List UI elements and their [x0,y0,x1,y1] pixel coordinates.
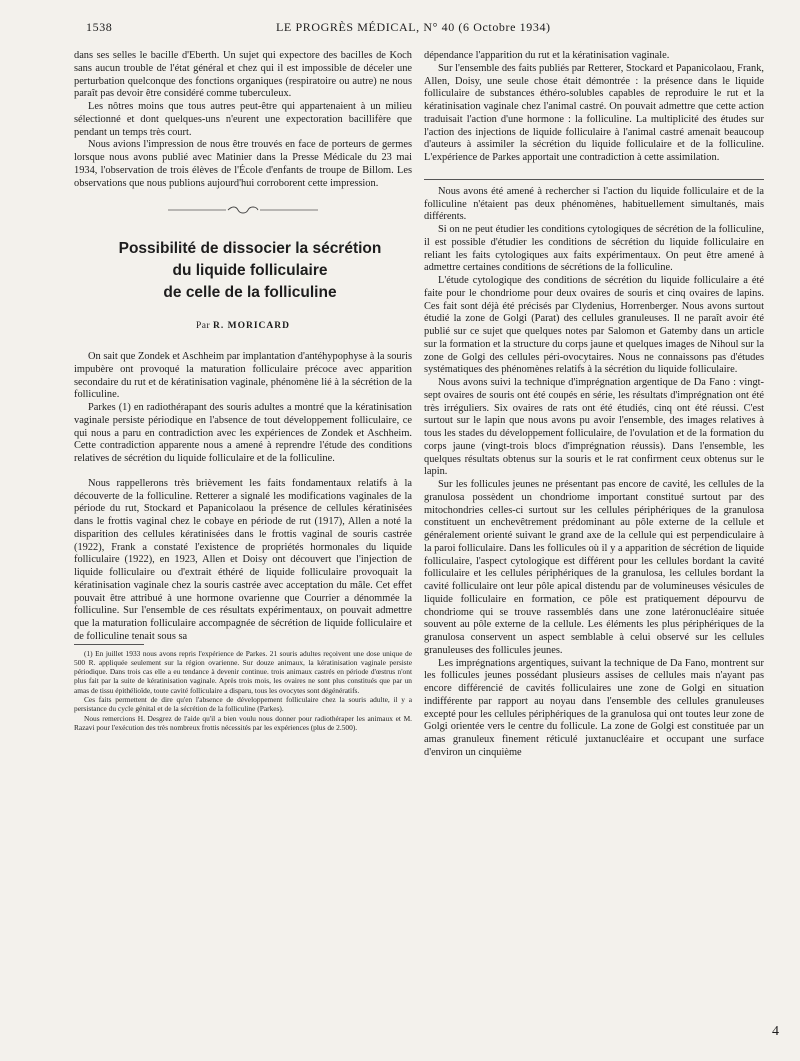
article-paragraph: Nous avons suivi la technique d'imprégnation argentique de Da Fano : vingt-sept ovaires de souris ont été coupés en série, les résultats d'imprégnation ont été très irréguliers. Six ovaires de rats ont été étudiés, cinq ont été réussi. C'est surtout sur le lapin que nous avons pu avoir l'ensemble, des images relatives à tous les stades du développement folliculaire, de l'ovulation et de la formation du corps jaune (vingt-trois blocs d'imprégnation réussis). Dans l'ensemble, les quelques résultats obtenus sur la souris et le rat confirment ceux obtenus sur le lapin. [424,377,764,478]
footnotes [74,649,412,733]
article-paragraph: On sait que Zondek et Aschheim par implantation d'antéhypophyse à la souris impubère ont provoqué la maturation folliculaire précoce avec apparition secondaire du rut et de kératinisation vaginale, phénomène lié à la sécrétion de la folliculine. [74,351,412,401]
byline [74,320,412,333]
footnote-rule [74,644,144,645]
author-name: R. MORICARD [213,321,290,332]
byline-prefix: Par [195,321,211,332]
footnote: (1) En juillet 1933 nous avons repris l'expérience de Parkes. 21 souris adultes reçoivent une dose unique de 500 R. appliquée seulement sur la région ovarienne. Sur douze animaux, la kératinisation vaginale persiste périodique. Dans trois cas elle a eu tendance à devenir continue. trois animaux castrés en période d'œstrus n'ont plus fait par la suite de kératinisation vaginale. Après trois mois, les ovaires ne sont plus constitués que par un amas de tissu épithélioïde, toute cavité folliculaire a disparu, tous les ovocytes sont dégénératifs. [74,648,412,695]
article-paragraph: Si on ne peut étudier les conditions cytologiques de sécrétion de la folliculine, il est possible d'étudier les conditions de sécrétion du liquide folliculaire en reliant les faits cytologiques aux faits expérimentaux. On peut être amené à admettre certaines conditions de sécrétions de la folliculine. [424,224,764,274]
intro-paragraph: dans ses selles le bacille d'Eberth. Un sujet qui expectore des bacilles de Koch sans aucun trouble de l'état général et chez qui il est impossible de déceler une perturbation quelconque des fonctions organiques (respiratoire ou autre) ne nous paraît pas devoir être considéré comme tuberculeux. [74,50,412,100]
article-paragraph: dépendance l'apparition du rut et la kératinisation vaginale. [424,50,670,61]
footnote: Nous remercions H. Desgrez de l'aide qu'il a bien voulu nous donner pour radiothéraper les animaux et M. Razavi pour l'exécution des très nombreux frottis nécessités par les expériences (plus de 2.500). [74,713,412,732]
section-rule [424,179,764,180]
intro-paragraph: Nous avions l'impression de nous être trouvés en face de porteurs de germes lorsque nous avons publié avec Matinier dans la Presse Médicale du 23 mai 1934, l'observation de trois élèves de l'École d'enfants de troupe de Billom. Les observations que nous publions aujourd'hui corroborent cette impression. [74,139,412,189]
article-title-line: Possibilité de dissocier la sécrétion [118,240,382,258]
right-column [424,50,764,760]
footnote: Ces faits permettent de dire qu'en l'absence de développement folliculaire chez la souris adulte, il y a persistance du cycle génital et de la sécrétion de la folliculine (Parkes). [74,694,412,714]
page-header [86,20,766,36]
article-paragraph: Sur les follicules jeunes ne présentant pas encore de cavité, les cellules de la granulosa possèdent un chondriome important constitué surtout par des mitochondries celles-ci surtout sur les cellules périphériques de la granulosa constituent un enchevêtrement prédominant au pôle externe de la cellule et généralement orienté suivant le grand axe de la cellule qui est perpendiculaire à la paroi folliculaire. Dans les follicules où il y a apparition de sécrétion de liquide folliculaire, l'aspect cytologique est différent pour les cellules bordant la cavité folliculaire et les cellules périphériques de la granulosa, les cellules bordant la cavité folliculaire ont leur pôle apical distendu par de volumineuses vésicules de liquide folliculaire en formation, ce pôle est pratiquement dépourvu de chondriome qui se trouve rassemblés dans une zone latéronucléaire située souvent au pôle externe de la cellule. Les éléments les plus périphériques de la granulosa conservent un aspect semblable à celui observé sur les cellules granuleuses des follicules jeunes. [424,479,764,656]
article-paragraph: Nous avons été amené à rechercher si l'action du liquide folliculaire et de la folliculine n'étaient pas deux phénomènes, habituellement simultanés, mais différents. [424,185,764,223]
article-paragraph: Nous rappellerons très brièvement les faits fondamentaux relatifs à la découverte de la folliculine. Retterer a signalé les modifications vaginales de la période du rut, Stockard et Papanicolaou la présence de cellules kératinisées dans le frottis vaginal chez le cobaye en période de rut (1917), Allen a noté la disparition des cellules kératinisées dans le frottis vaginal de souris castrée (1922), Frank a constaté l'existence de propriétés hormonales du liquide folliculaire (1922), en 1923, Allen et Doisy ont découvert que l'injection de liquide folliculaire ou d'extrait éthéré de liquide folliculaire provoquait la kératinisation vaginale chez la souris castrée avec acceptation du mâle. Cet effet pouvait être attribué à une hormone ovarienne que Courrier a dénommée la folliculine. Sur l'ensemble de ces résultats expérimentaux, on pouvait admettre que la maturation folliculaire accompagnée de sécrétion de liquide folliculaire et de folliculine tenait sous sa [74,477,412,642]
article-title-line: de celle de la folliculine [163,284,337,302]
intro-paragraph: Les nôtres moins que tous autres peut-être qui appartenaient à un milieu sélectionné et dont quelques-uns n'eurent une expectoration bacillifère que pendant un temps très court. [74,101,412,138]
article-paragraph: Parkes (1) en radiothérapant des souris adultes a montré que la kératinisation vaginale persiste périodique en l'absence de tout développement folliculaire, ce qui nous a paru en contradiction avec les expériences de Zondek et Aschheim. Cette contradiction apparente nous a amené à reprendre l'étude des conditions relatives de sécrétion du liquide folliculaire et de la folliculine. [74,402,412,464]
article-paragraph: Sur l'ensemble des faits publiés par Retterer, Stockard et Papanicolaou, Frank, Allen, Doisy, une seule chose était démontrée : la présence dans le liquide folliculaire de substances éthéro-solubles capables de reproduire le rut et la kératinisation vaginale chez l'animal castré. On pouvait admettre que cette action traduisait l'action d'une hormone : la folliculine. La multiplicité des études sur l'action des injections de liquide folliculaire à l'animal castré amenait beaucoup d'auteurs à assimiler la sécrétion du liquide folliculaire et de la folliculine. L'expérience de Parkes apportait une contradiction à cette assimilation. [424,62,764,163]
ornament-divider [168,206,318,214]
article-paragraph: L'étude cytologique des conditions de sécrétion du liquide folliculaire a été faite pour le chondriome pour deux ovaires de souris et cinq ovaires de lapins. Ces fait sont déjà été précisés par Clydenius, Horrenberger. Nous avons surtout étudié la zone de Golgi (Parat) des cellules granuleuses. Il ne paraît avoir été publié sur ce sujet que quelques notes par Salomon et Gatemby dans un article sur la formation et la structure du corps jaune et quelques images de Nihoul sur la zone de Golgi des cellules péri-ovocytaires. Nous ne connaissons pas d'études systématiques des phénomènes relatifs à la sécrétion du liquide folliculaire. [424,275,764,376]
article-paragraph: Les imprégnations argentiques, suivant la technique de Da Fano, montrent sur les follicules jeunes possédant plusieurs assises de cellules mais n'ayant pas encore différencié de cavités folliculaires une zone de Golgi en situation indifférente par rapport au noyau dans l'ensemble des cellules granuleuses excepté pour les cellules périphériques de la granulosa qui ont toutes leur zone de Golgi orientée vers le centre du follicule. La zone de Golgi est constituée par un amas granuleux finement réticulé juxtanucléaire et occupant une surface d'environ un cinquième [424,657,764,758]
article-title [74,238,412,304]
article-title-line: du liquide folliculaire [172,262,328,280]
running-title: LE PROGRÈS MÉDICAL, N° 40 (6 Octobre 1934) [276,20,551,34]
left-column [74,50,412,732]
page-number: 1538 [86,20,113,34]
margin-mark: 4 [772,1024,779,1039]
